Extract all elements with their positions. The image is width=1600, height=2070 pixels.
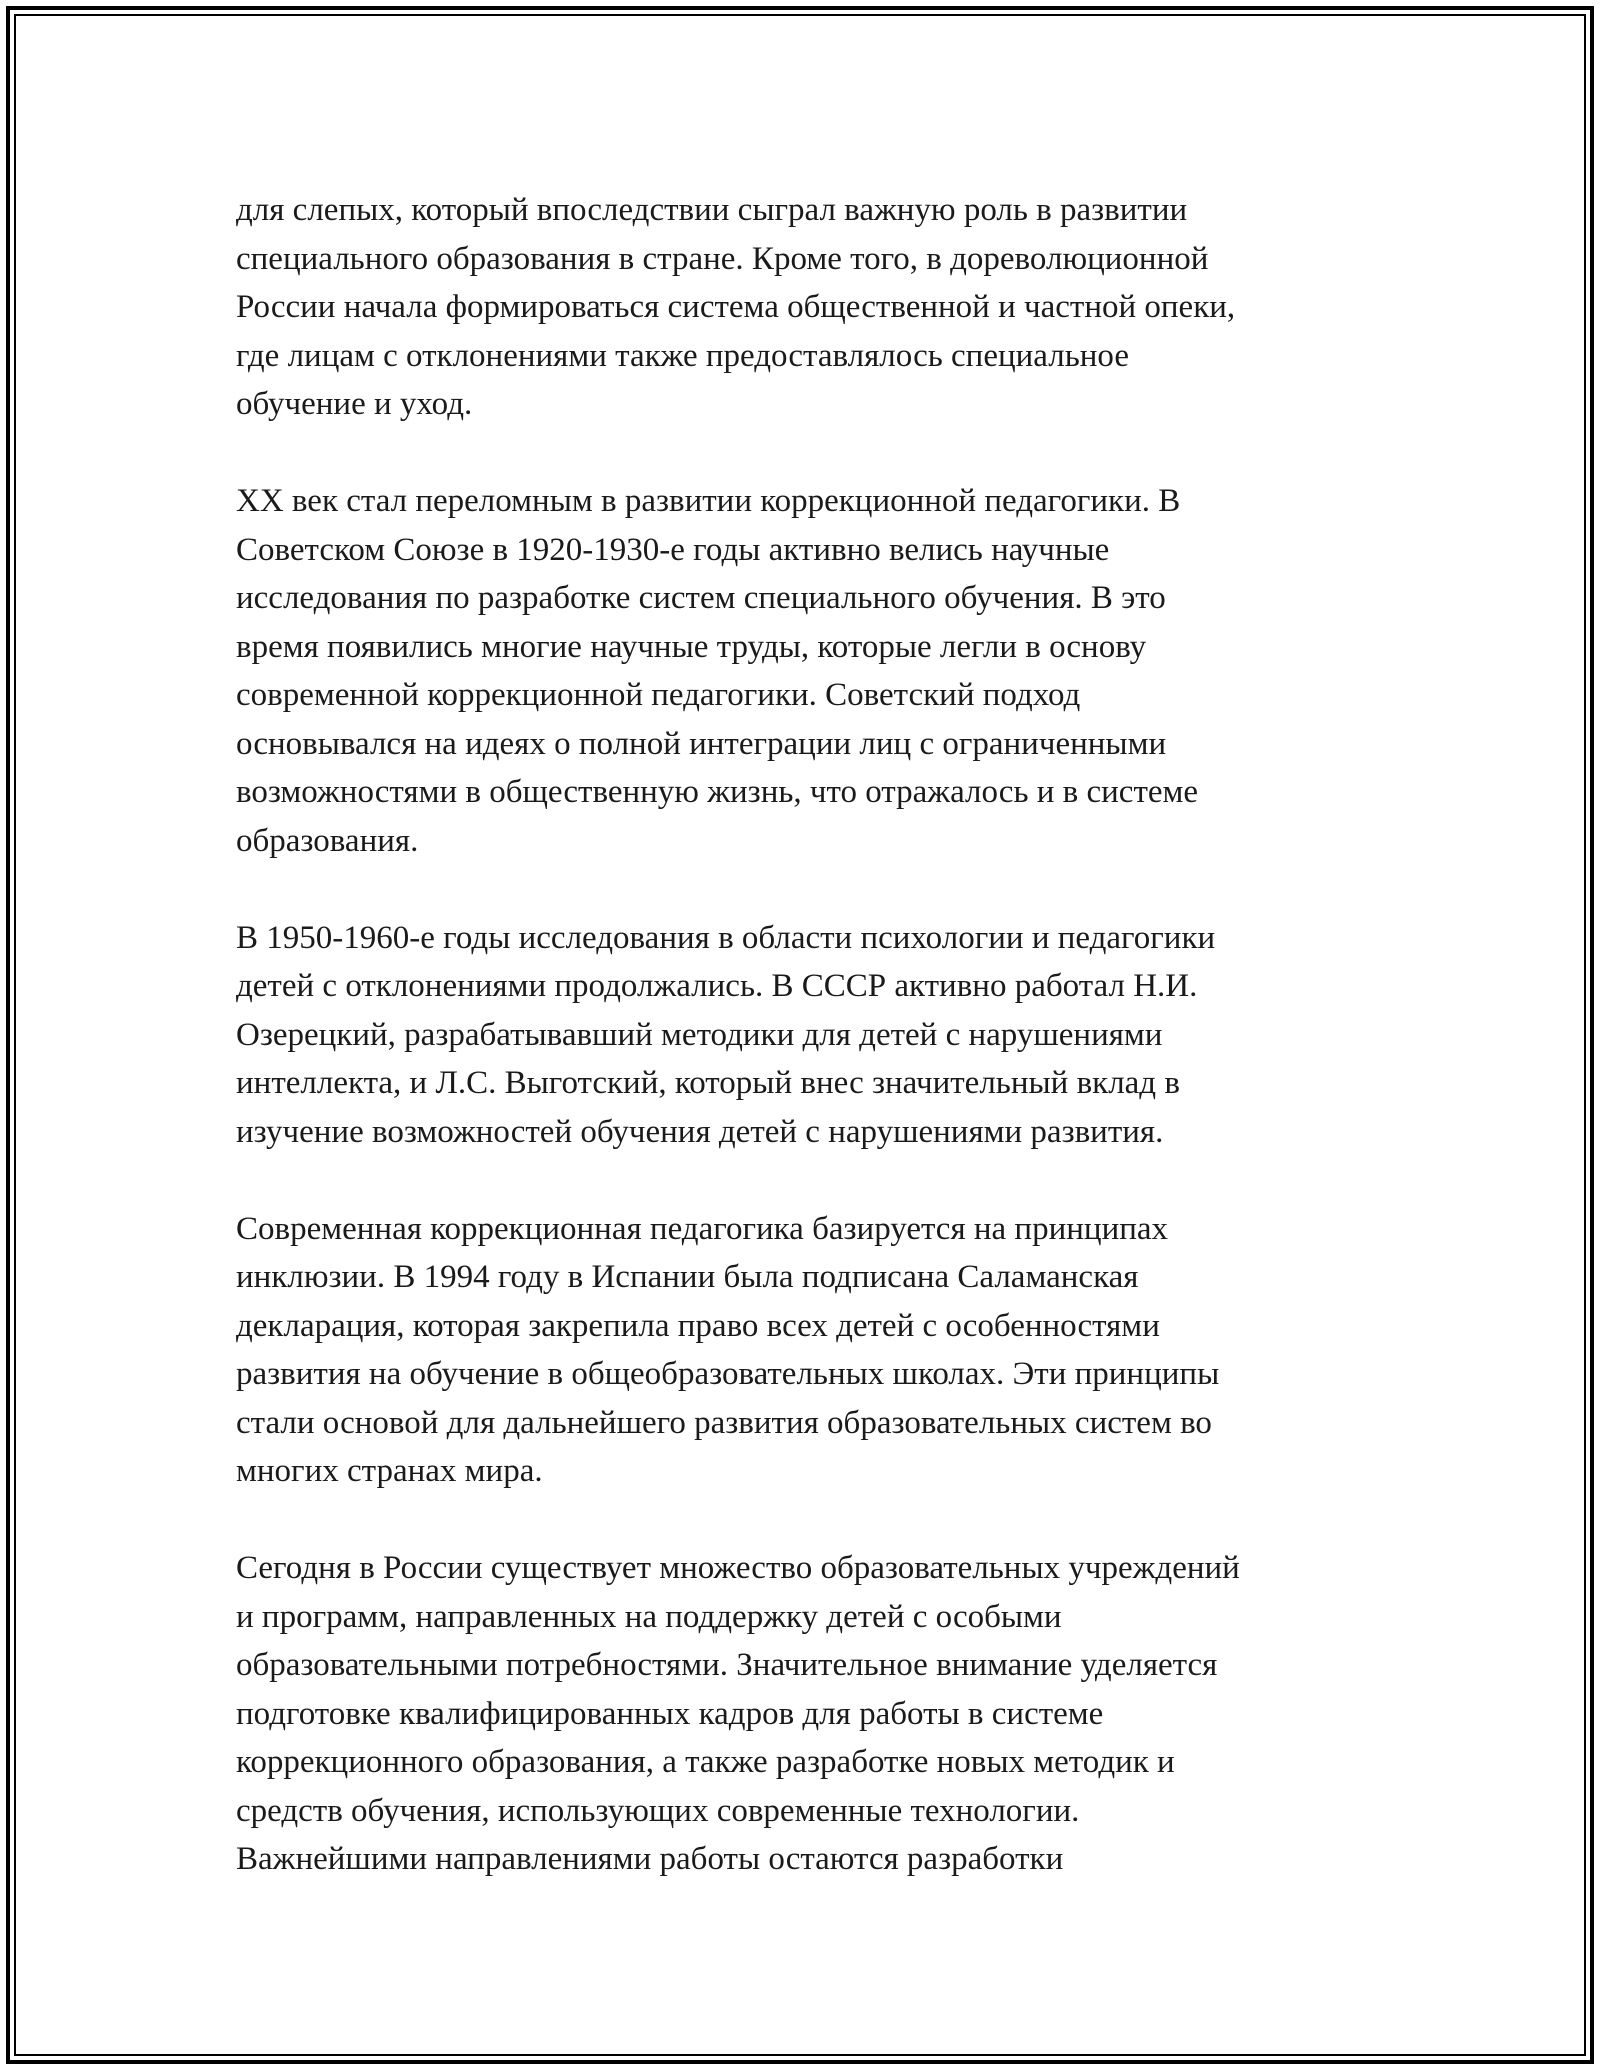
text-line: исследования по разработке систем специального обучения. В это [236, 580, 1166, 616]
text-line: средств обучения, использующих современные технологии. [236, 1792, 1080, 1829]
text-line: развития на обучение в общеобразовательных школах. Эти принципы [236, 1356, 1220, 1392]
text-line: коррекционного образования, а также разработке новых методик и [236, 1744, 1175, 1780]
text-line: стали основой для дальнейшего развития образовательных систем во [236, 1404, 1212, 1441]
text-line: Советском Союзе в 1920-1930-е годы активно велись научные [236, 531, 1110, 568]
text-line: специального образования в стране. Кроме того, в дореволюционной [236, 240, 1209, 277]
text-line: России начала формироваться система общественной и частной опеки, [236, 289, 1236, 325]
text-line: современной коррекционной педагогики. Советский подход [236, 677, 1081, 713]
text-line: детей с отклонениями продолжались. В СССР активно работал Н.И. [236, 968, 1198, 1004]
text-line: время появились многие научные труды, которые легли в основу [236, 628, 1147, 665]
text-line: подготовке квалифицированных кадров для работы в системе [236, 1695, 1104, 1732]
text-line: декларация, которая закрепила право всех детей с особенностями [236, 1307, 1160, 1344]
text-line: основывался на идеях о полной интеграции лиц с ограниченными [236, 725, 1167, 762]
text-line: для слепых, который впоследствии сыграл важную роль в развитии [236, 192, 1188, 228]
text-line: и программ, направленных на поддержку детей с особыми [236, 1598, 1062, 1635]
text-line: инклюзии. В 1994 году в Испании была подписана Саламанская [236, 1259, 1139, 1295]
text-line: Сегодня в России существует множество образовательных учреждений [236, 1550, 1240, 1586]
text-line: XX век стал переломным в развитии коррекционной педагогики. В [236, 483, 1181, 519]
paragraph [236, 914, 1396, 1157]
text-line: где лицам с отклонениями также предоставлялось специальное [236, 337, 1129, 374]
text-line: Важнейшими направлениями работы остаются разработки [236, 1841, 1064, 1877]
document-body [236, 186, 1396, 1932]
paragraph [236, 1205, 1396, 1496]
text-line: В 1950-1960-е годы исследования в области психологии и педагогики [236, 919, 1216, 956]
text-line: многих странах мира. [236, 1453, 543, 1489]
text-line: образовательными потребностями. Значительное внимание уделяется [236, 1647, 1218, 1683]
paragraph [236, 186, 1396, 429]
text-line: образования. [236, 822, 419, 859]
text-line: возможностями в общественную жизнь, что отражалось и в системе [236, 774, 1199, 810]
paragraph [236, 1544, 1396, 1884]
text-line: Озерецкий, разрабатывавший методики для детей с нарушениями [236, 1016, 1163, 1053]
text-line: интеллекта, и Л.С. Выготский, который внес значительный вклад в [236, 1065, 1180, 1101]
text-line: изучение возможностей обучения детей с нарушениями развития. [236, 1113, 1164, 1150]
text-line: обучение и уход. [236, 386, 473, 422]
paragraph [236, 477, 1396, 865]
text-line: Современная коррекционная педагогика базируется на принципах [236, 1210, 1169, 1247]
